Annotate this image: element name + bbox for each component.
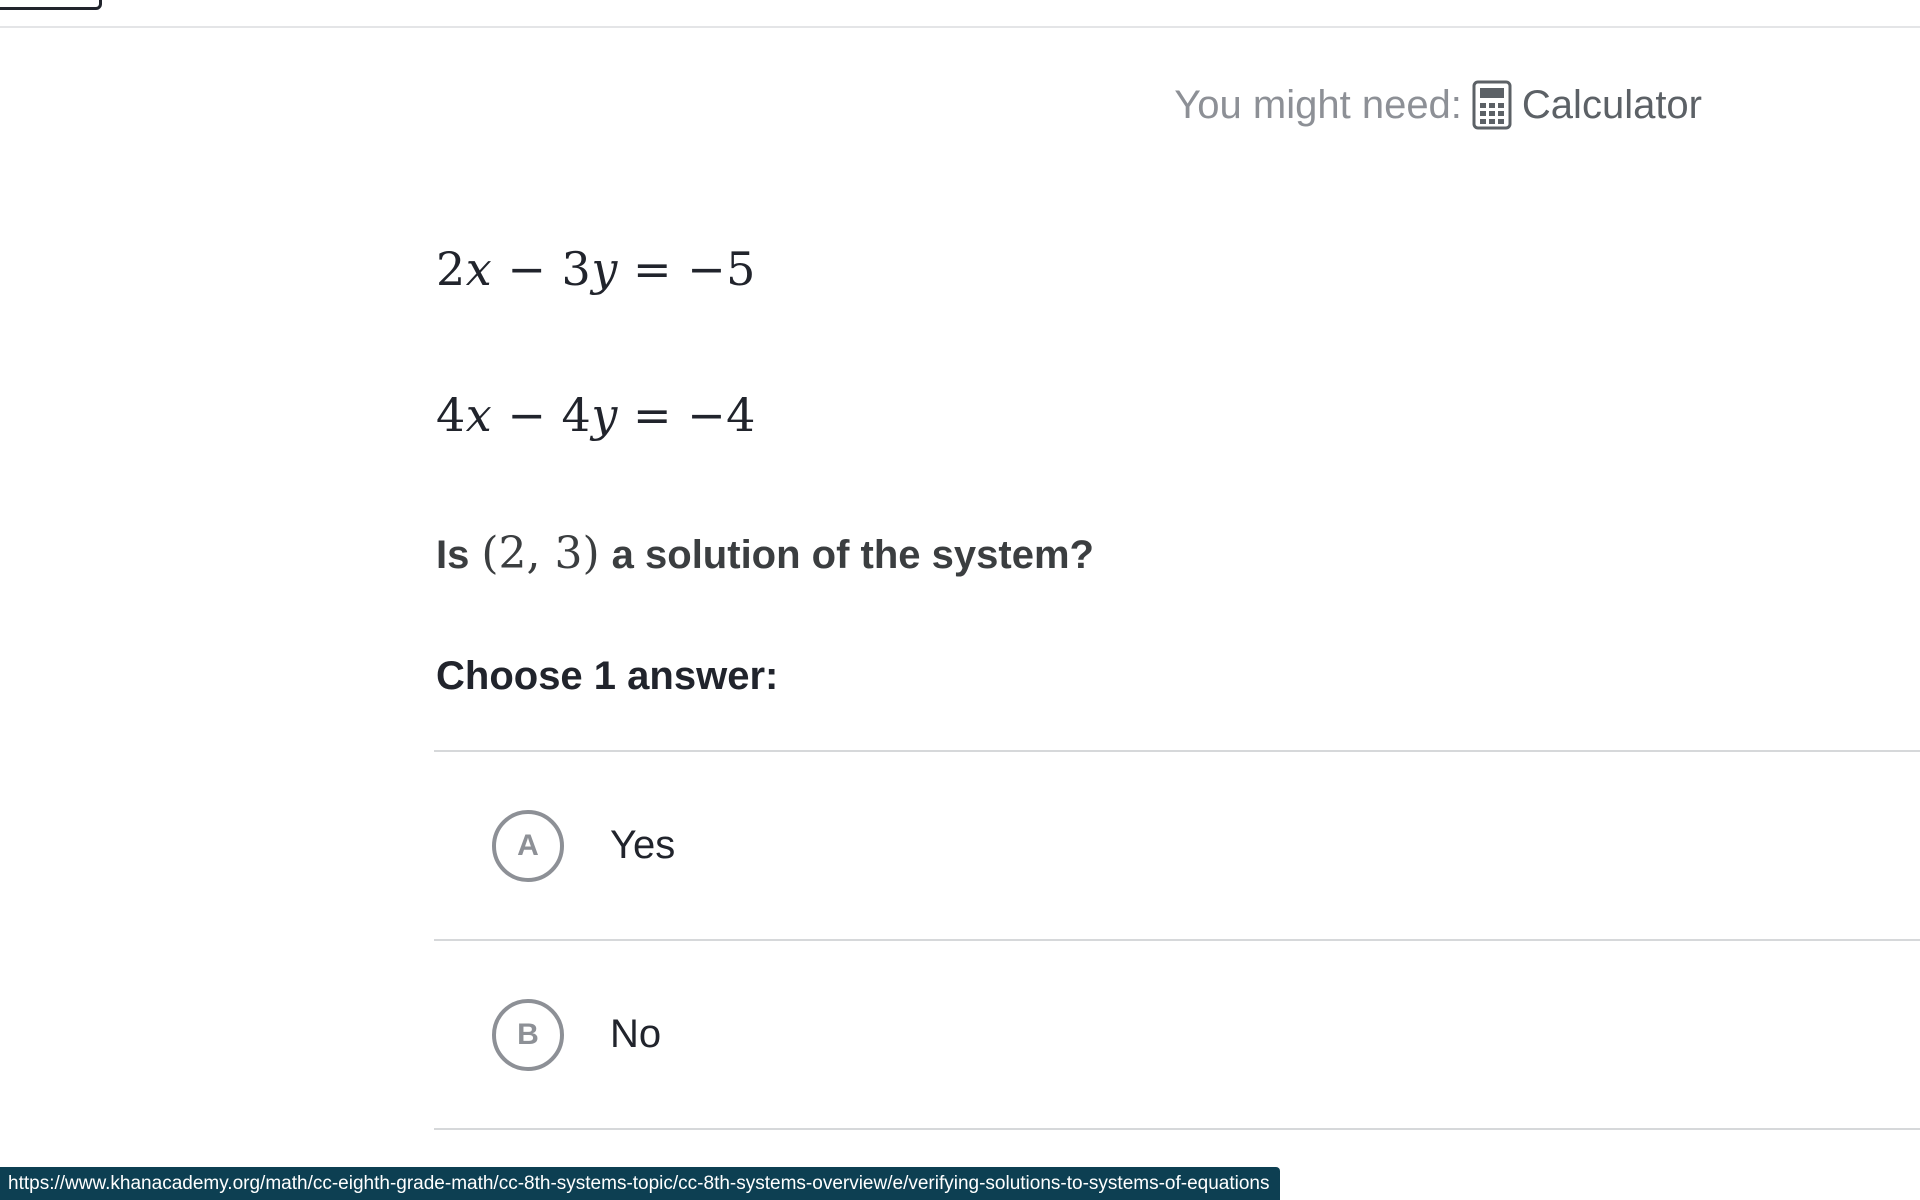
equation-1-operator: − [507,242,547,296]
choice-a[interactable] [434,752,1920,939]
equation-1 [436,242,756,296]
choice-a-letter[interactable]: A [492,810,564,882]
choice-b-letter[interactable]: B [492,999,564,1071]
question-point: (2, 3) [481,528,600,579]
choice-a-text[interactable]: Yes [610,823,676,867]
question-suffix: a solution of the system? [611,533,1094,577]
choice-b-text[interactable]: No [610,1012,662,1056]
equation-2-var-x: x [465,388,493,442]
answer-prompt: Choose 1 answer: [436,654,779,698]
answer-choices [434,750,1920,1130]
calculator-link[interactable]: Calculator [1521,82,1702,127]
tools-needed [1174,80,1702,130]
equation-2-rhs: −4 [687,388,756,442]
top-left-tab[interactable] [0,0,102,10]
you-might-need-label: You might need: [1174,82,1462,127]
equation-2-operator: − [507,388,547,442]
equation-1-equals: = [632,242,672,296]
equation-2-var-y: y [591,388,618,442]
equation-2-coef-y: 4 [561,388,592,442]
equation-1-rhs: −5 [687,242,756,296]
equation-2-equals: = [632,388,672,442]
choice-b[interactable] [434,941,1920,1128]
equation-1-var-y: y [591,242,618,296]
question-prefix: Is [436,533,470,577]
equation-2-coef-x: 4 [436,388,466,442]
equation-1-coef-x: 2 [436,242,466,296]
equation-1-coef-y: 3 [561,242,592,296]
equation-2 [436,388,756,442]
link-status-bar: https://www.khanacademy.org/math/cc-eighth-grade-math/cc-8th-systems-topic/cc-8th-systems-overview/e/verifying-solutions-to-systems-of-equations [0,1167,1280,1200]
question-text [436,528,1094,579]
equation-1-var-x: x [465,242,493,296]
choice-divider [434,1128,1920,1130]
header-divider [0,26,1920,28]
calculator-icon[interactable] [1472,80,1512,130]
